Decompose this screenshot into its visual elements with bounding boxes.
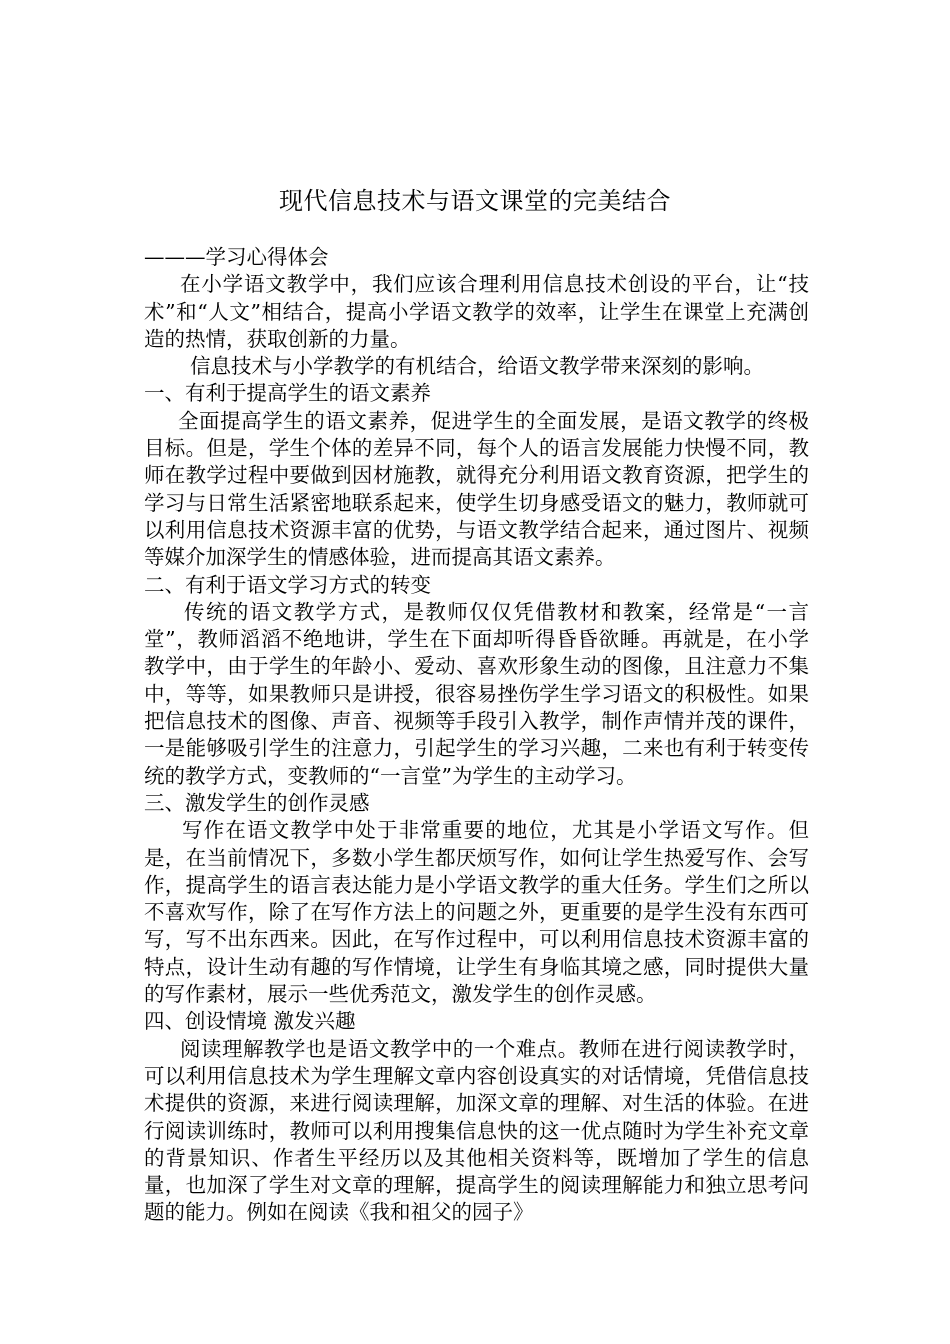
section-heading-4: 四、创设情境 激发兴趣 (144, 1009, 356, 1034)
intro-paragraph: 在小学语文教学中，我们应该合理利用信息技术创设的平台，让“技术”和“人文”相结合，提高小学语文教学的效率，让学生在课堂上充满创造的热情，获取创新的力量。 (144, 272, 809, 351)
section-heading-3: 三、激发学生的创作灵感 (144, 790, 370, 815)
section-heading-2: 二、有利于语文学习方式的转变 (144, 572, 431, 597)
section-heading-1: 一、有利于提高学生的语文素养 (144, 381, 431, 406)
intro-paragraph-2: 信息技术与小学教学的有机结合，给语文教学带来深刻的影响。 (190, 354, 764, 379)
section-paragraph-3: 写作在语文教学中处于非常重要的地位，尤其是小学语文写作。但是，在当前情况下，多数小学生都厌烦写作，如何让学生热爱写作、会写作，提高学生的语言表达能力是小学语文教学的重大任务。学生们之所以不喜欢写作，除了在写作方法上的问题之外，更重要的是学生没有东西可写，写不出东西来。因此，在写作过程中，可以利用信息技术资源丰富的特点，设计生动有趣的写作情境，让学生有身临其境之感，同时提供大量的写作素材，展示一些优秀范文，激发学生的创作灵感。 (144, 818, 809, 1007)
section-paragraph-1: 全面提高学生的语文素养，促进学生的全面发展，是语文教学的终极目标。但是，学生个体的差异不同，每个人的语言发展能力快慢不同，教师在教学过程中要做到因材施教，就得充分利用语文教育资源，把学生的学习与日常生活紧密地联系起来，使学生切身感受语文的魅力，教师就可以利用信息技术资源丰富的优势，与语文教学结合起来，通过图片、视频等媒介加深学生的情感体验，进而提高其语文素养。 (144, 408, 809, 570)
section-paragraph-4: 阅读理解教学也是语文教学中的一个难点。教师在进行阅读教学时，可以利用信息技术为学生理解文章内容创设真实的对话情境，凭借信息技术提供的资源，来进行阅读理解，加深文章的理解、对生活的体验。在进行阅读训练时，教师可以利用搜集信息快的这一优点随时为学生补充文章的背景知识、作者生平经历以及其他相关资料等，既增加了学生的信息量，也加深了学生对文章的理解，提高学生的阅读理解能力和独立思考问题的能力。例如在阅读《我和祖父的园子》 (144, 1036, 809, 1225)
document-title: 现代信息技术与语文课堂的完美结合 (279, 187, 671, 215)
document-body (144, 244, 809, 1227)
section-paragraph-2: 传统的语文教学方式，是教师仅仅凭借教材和教案，经常是“一言堂”，教师滔滔不绝地讲，学生在下面却听得昏昏欲睡。再就是，在小学教学中，由于学生的年龄小、爱动、喜欢形象生动的图像，且注意力不集中，等等，如果教师只是讲授，很容易挫伤学生学习语文的积极性。如果把信息技术的图像、声音、视频等手段引入教学，制作声情并茂的课件，一是能够吸引学生的注意力，引起学生的学习兴趣，二来也有利于转变传统的教学方式，变教师的“一言堂”为学生的主动学习。 (144, 599, 809, 788)
document-subtitle: ———学习心得体会 (144, 245, 329, 269)
